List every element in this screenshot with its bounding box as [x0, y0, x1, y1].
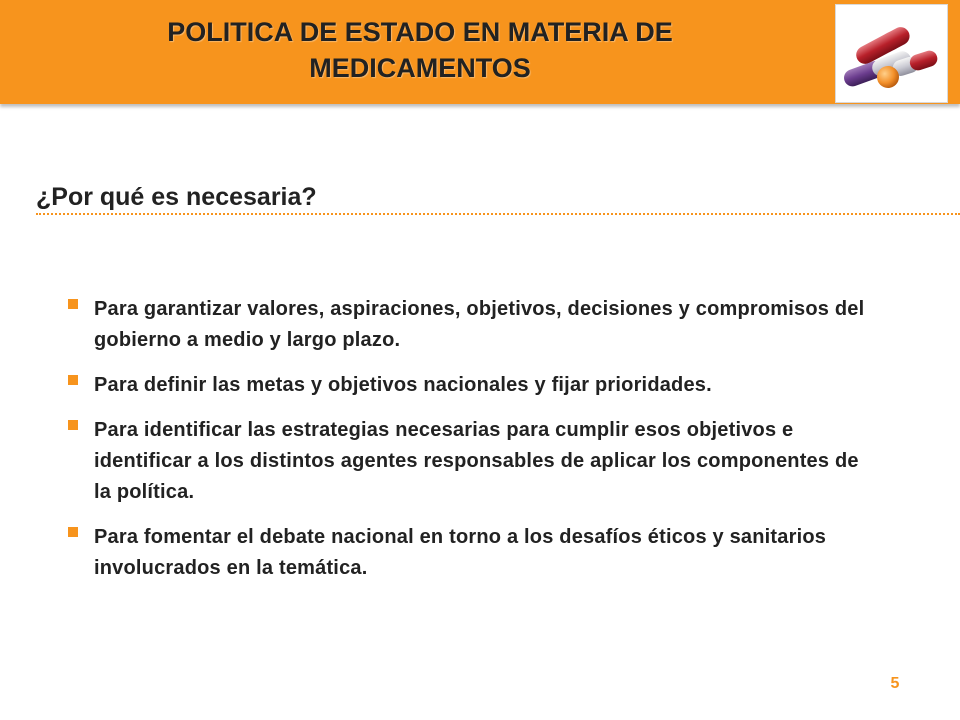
subtitle-divider: [36, 213, 960, 215]
square-bullet-icon: [68, 299, 78, 309]
bullet-text: Para fomentar el debate nacional en torno a los desafíos éticos y sanitarios involucrados en la temática.: [94, 526, 827, 579]
slide-header: [0, 0, 960, 104]
slide-title: [0, 14, 840, 86]
bullet-text: Para definir las metas y objetivos nacionales y fijar prioridades.: [94, 374, 712, 396]
page-number: 5: [890, 675, 900, 692]
section-subtitle: ¿Por qué es necesaria?: [36, 183, 317, 211]
bullet-item: [68, 522, 868, 584]
bullet-item: [68, 370, 868, 401]
square-bullet-icon: [68, 375, 78, 385]
square-bullet-icon: [68, 527, 78, 537]
pills-icon: [836, 5, 947, 102]
bullet-list: [68, 294, 868, 598]
square-bullet-icon: [68, 420, 78, 430]
bullet-item: [68, 415, 868, 508]
slide-title-line-1: POLITICA DE ESTADO EN MATERIA DE: [167, 17, 673, 47]
slide-title-line-2: MEDICAMENTOS: [309, 53, 531, 83]
bullet-text: Para identificar las estrategias necesarias para cumplir esos objetivos e identificar a los distintos agentes responsables de aplicar los componentes de la política.: [94, 419, 859, 503]
bullet-item: [68, 294, 868, 356]
pills-image: [835, 4, 948, 103]
bullet-text: Para garantizar valores, aspiraciones, objetivos, decisiones y compromisos del gobierno a medio y largo plazo.: [94, 298, 865, 351]
